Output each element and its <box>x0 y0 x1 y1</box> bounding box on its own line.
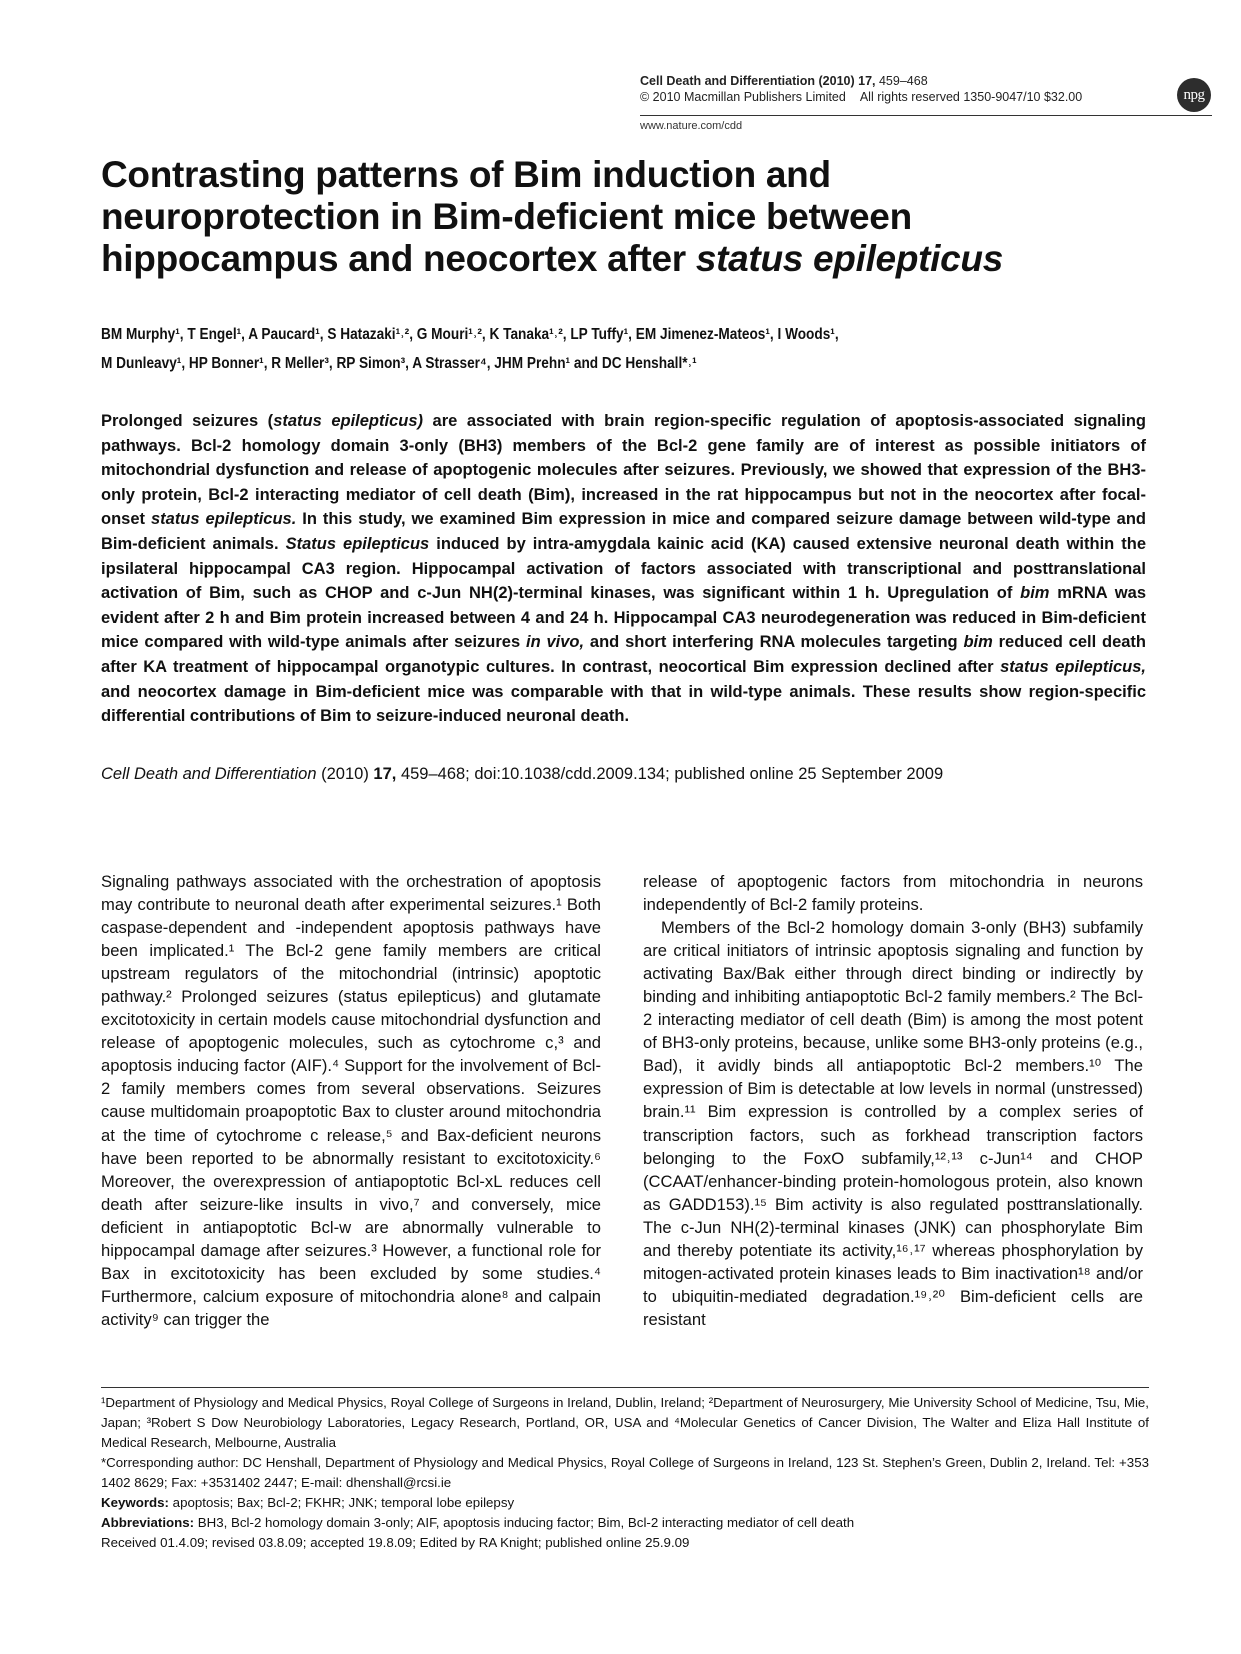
header-divider <box>640 115 1212 116</box>
title-line-3: hippocampus and neocortex after status epilepticus <box>101 238 1003 279</box>
journal-name: Cell Death and Differentiation <box>640 74 816 88</box>
author-list <box>101 320 1157 378</box>
authors-line-2: M Dunleavy¹, HP Bonner¹, R Meller³, RP Simon³, A Strasser⁴, JHM Prehn¹ and DC Henshall*˒¹ <box>101 355 697 372</box>
keywords: Keywords: apoptosis; Bax; Bcl-2; FKHR; JNK; temporal lobe epilepsy <box>101 1495 515 1510</box>
journal-year-volume: (2010) 17, <box>818 74 876 88</box>
npg-logo: npg <box>1177 78 1211 112</box>
body-column-left <box>101 870 601 1331</box>
copyright-line <box>640 90 1082 105</box>
abstract: Prolonged seizures (status epilepticus) are associated with brain region-specific regulation of apoptosis-associated signaling pathways. Bcl-2 homology domain 3-only (BH3) members of the Bcl-2 gene family are of interest as possible initiators of mitochondrial dysfunction and release of apoptogenic molecules after seizures. Previously, we showed that expression of the BH3-only protein, Bcl-2 interacting mediator of cell death (Bim), increased in the rat hippocampus but not in the neocortex after focal-onset status epilepticus. In this study, we examined Bim expression in mice and compared seizure damage between wild-type and Bim-deficient animals. Status epilepticus induced by intra-amygdala kainic acid (KA) caused extensive neuronal death within the ipsilateral hippocampal CA3 region. Hippocampal activation of factors associated with transcriptional and posttranslational activation of Bim, such as CHOP and c-Jun NH(2)-terminal kinases, was significant within 1 h. Upregulation of bim mRNA was evident after 2 h and Bim protein increased between 4 and 24 h. Hippocampal CA3 neurodegeneration was reduced in Bim-deficient mice compared with wild-type animals after seizures in vivo, and short interfering RNA molecules targeting bim reduced cell death after KA treatment of hippocampal organotypic cultures. In contrast, neocortical Bim expression declined after status epilepticus, and neocortex damage in Bim-deficient mice was comparable with that in wild-type animals. These results show region-specific differential contributions of Bim to seizure-induced neuronal death. <box>101 412 1147 726</box>
article-citation: Cell Death and Differentiation (2010) 17, 459–468; doi:10.1038/cdd.2009.134; published online 25 September 2009 <box>101 765 944 783</box>
body-paragraph: Members of the Bcl-2 homology domain 3-only (BH3) subfamily are critical initiators of intrinsic apoptosis signaling and function by activating Bax/Bak either through direct binding or indirectly by binding and inhibiting antiapoptotic Bcl-2 family members.² The Bcl-2 interacting mediator of cell death (Bim) is among the most potent of BH3-only proteins, because, unlike some BH3-only proteins (e.g., Bad), it avidly binds all antiapoptotic Bcl-2 members.¹⁰ The expression of Bim is detectable at low levels in normal (unstressed) brain.¹¹ Bim expression is controlled by a complex series of transcription factors, such as forkhead transcription factors belonging to the FoxO subfamily,¹²˒¹³ c-Jun¹⁴ and CHOP (CCAAT/enhancer-binding protein-homologous protein, also known as GADD153).¹⁵ Bim activity is also regulated posttranslationally. The c-Jun NH(2)-terminal kinases (JNK) can phosphorylate Bim and thereby potentiate its activity,¹⁶˒¹⁷ whereas phosphorylation by mitogen-activated protein kinases leads to Bim inactivation¹⁸ and/or to ubiquitin-mediated degradation.¹⁹˒²⁰ Bim-deficient cells are resistant <box>643 918 1143 1329</box>
received-dates: Received 01.4.09; revised 03.8.09; accepted 19.8.09; Edited by RA Knight; published online 25.9.09 <box>101 1535 690 1550</box>
copyright: © 2010 Macmillan Publishers Limited <box>640 90 846 104</box>
affiliations: ¹Department of Physiology and Medical Physics, Royal College of Surgeons in Ireland, Dublin, Ireland; ²Department of Neurosurgery, Mie University School of Medicine, Tsu, Mie, Japan; ³Robert S Dow Neurobiology Laboratories, Legacy Research, Portland, OR, USA and ⁴Molecular Genetics of Cancer Division, The Walter and Eliza Hall Institute of Medical Research, Melbourne, Australia <box>101 1395 1149 1450</box>
title-line-1: Contrasting patterns of Bim induction and <box>101 154 831 195</box>
rights: All rights reserved 1350-9047/10 $32.00 <box>859 90 1083 104</box>
journal-url[interactable]: www.nature.com/cdd <box>640 120 743 132</box>
authors-line-1: BM Murphy¹, T Engel¹, A Paucard¹, S Hatazaki¹˒², G Mouri¹˒², K Tanaka¹˒², LP Tuffy¹, EM Jimenez-Mateos¹, I Woods¹, <box>101 326 839 343</box>
body-paragraph: Signaling pathways associated with the orchestration of apoptosis may contribute to neuronal death after experimental seizures.¹ Both caspase-dependent and -independent apoptosis pathways have been implicated.¹ The Bcl-2 gene family members are critical upstream regulators of the mitochondrial (intrinsic) apoptotic pathway.² Prolonged seizures (status epilepticus) and glutamate excitotoxicity in certain models cause mitochondrial dysfunction and release of apoptogenic molecules, such as cytochrome c,³ and apoptosis inducing factor (AIF).⁴ Support for the involvement of Bcl-2 family members comes from several observations. Seizures cause multidomain proapoptotic Bax to cluster around mitochondria at the time of cytochrome c release,⁵ and Bax-deficient neurons have been reported to be abnormally resistant to excitotoxicity.⁶ Moreover, the overexpression of antiapoptotic Bcl-xL reduces cell death after seizure-like insults in vivo,⁷ and conversely, mice deficient in antiapoptotic Bcl-w are abnormally vulnerable to hippocampal damage after seizures.³ However, a functional role for Bax in excitotoxicity has been excluded by some studies.⁴ Furthermore, calcium exposure of mitochondria alone⁸ and calpain activity⁹ can trigger the <box>101 872 601 1329</box>
abbreviations: Abbreviations: BH3, Bcl-2 homology domain 3-only; AIF, apoptosis inducing factor; Bim, Bcl-2 interacting mediator of cell death <box>101 1515 855 1530</box>
journal-pages: 459–468 <box>878 74 928 88</box>
journal-header <box>640 74 928 89</box>
body-column-right <box>643 870 1143 1331</box>
article-title <box>101 154 1121 280</box>
title-line-2: neuroprotection in Bim-deficient mice between <box>101 196 912 237</box>
body-paragraph: release of apoptogenic factors from mitochondria in neurons independently of Bcl-2 family proteins. <box>643 872 1143 915</box>
corresponding-author: *Corresponding author: DC Henshall, Department of Physiology and Medical Physics, Royal College of Surgeons in Ireland, 123 St. Stephen’s Green, Dublin 2, Ireland. Tel: +353 1402 8629; Fax: +3531402 2447; E-mail: dhenshall@rcsi.ie <box>101 1455 1149 1490</box>
footnote-divider <box>101 1387 1149 1388</box>
